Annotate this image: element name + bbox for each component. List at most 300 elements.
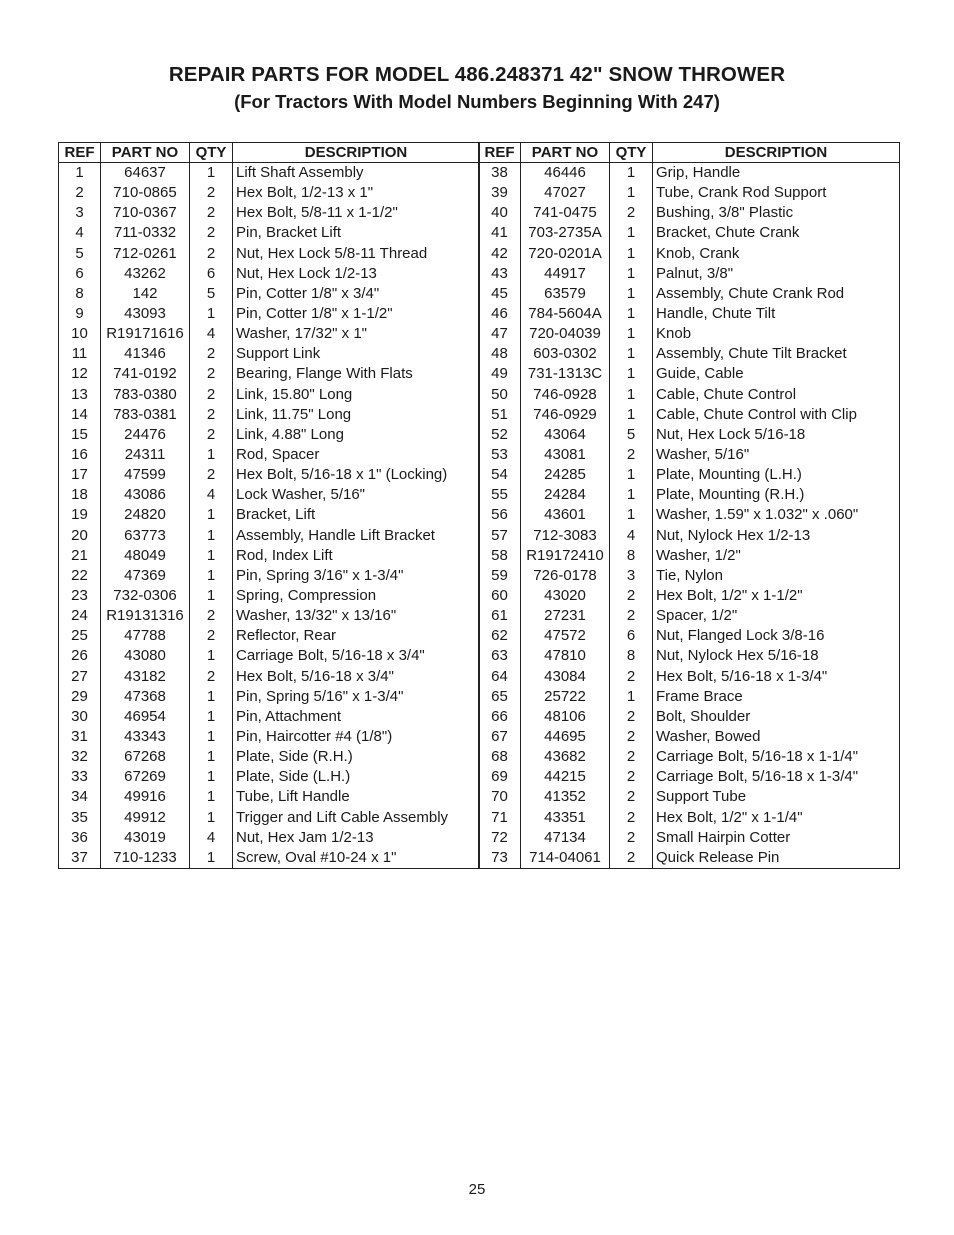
table-row	[59, 284, 480, 304]
cell-description: Bearing, Flange With Flats	[233, 364, 480, 384]
cell-part-no: 720-0201A	[521, 244, 610, 264]
cell-ref: 68	[479, 747, 521, 767]
table-row	[59, 808, 480, 828]
cell-part-no: 24820	[101, 505, 190, 525]
table-row	[479, 828, 900, 848]
cell-qty: 2	[190, 667, 233, 687]
cell-qty: 4	[190, 324, 233, 344]
cell-qty: 2	[190, 364, 233, 384]
cell-part-no: 43093	[101, 304, 190, 324]
cell-qty: 2	[190, 425, 233, 445]
cell-description: Nut, Hex Jam 1/2-13	[233, 828, 480, 848]
cell-ref: 12	[59, 364, 101, 384]
cell-description: Knob, Crank	[653, 244, 900, 264]
cell-qty: 1	[190, 848, 233, 869]
cell-description: Reflector, Rear	[233, 626, 480, 646]
cell-qty: 2	[610, 586, 653, 606]
table-row	[59, 687, 480, 707]
table-row	[59, 546, 480, 566]
page-number: 25	[468, 1181, 486, 1198]
cell-description: Bushing, 3/8" Plastic	[653, 203, 900, 223]
cell-ref: 18	[59, 485, 101, 505]
table-row	[479, 546, 900, 566]
cell-description: Frame Brace	[653, 687, 900, 707]
cell-qty: 1	[610, 485, 653, 505]
cell-qty: 2	[190, 405, 233, 425]
cell-ref: 30	[59, 707, 101, 727]
cell-ref: 22	[59, 566, 101, 586]
cell-ref: 51	[479, 405, 521, 425]
cell-qty: 1	[610, 364, 653, 384]
cell-ref: 65	[479, 687, 521, 707]
header-ref: REF	[59, 143, 101, 163]
cell-part-no: 714-04061	[521, 848, 610, 869]
table-row	[59, 747, 480, 767]
cell-ref: 24	[59, 606, 101, 626]
cell-part-no: 43020	[521, 586, 610, 606]
cell-qty: 4	[190, 828, 233, 848]
cell-description: Link, 15.80" Long	[233, 385, 480, 405]
cell-part-no: 24285	[521, 465, 610, 485]
cell-ref: 13	[59, 385, 101, 405]
table-row	[479, 687, 900, 707]
cell-qty: 8	[610, 646, 653, 666]
cell-description: Pin, Bracket Lift	[233, 223, 480, 243]
table-row	[479, 808, 900, 828]
cell-qty: 6	[190, 264, 233, 284]
cell-ref: 71	[479, 808, 521, 828]
cell-part-no: 43682	[521, 747, 610, 767]
cell-ref: 60	[479, 586, 521, 606]
cell-qty: 2	[190, 606, 233, 626]
cell-description: Pin, Haircotter #4 (1/8")	[233, 727, 480, 747]
table-row	[59, 183, 480, 203]
cell-qty: 1	[610, 264, 653, 284]
table-row	[59, 344, 480, 364]
cell-part-no: 712-0261	[101, 244, 190, 264]
cell-part-no: 47599	[101, 465, 190, 485]
cell-ref: 29	[59, 687, 101, 707]
cell-ref: 69	[479, 767, 521, 787]
cell-part-no: 43081	[521, 445, 610, 465]
cell-description: Knob	[653, 324, 900, 344]
table-row	[59, 767, 480, 787]
cell-ref: 40	[479, 203, 521, 223]
cell-ref: 15	[59, 425, 101, 445]
cell-part-no: 44215	[521, 767, 610, 787]
cell-ref: 53	[479, 445, 521, 465]
cell-ref: 27	[59, 667, 101, 687]
cell-qty: 1	[610, 284, 653, 304]
cell-ref: 23	[59, 586, 101, 606]
cell-description: Lift Shaft Assembly	[233, 163, 480, 184]
cell-part-no: 48049	[101, 546, 190, 566]
cell-ref: 9	[59, 304, 101, 324]
cell-part-no: 712-3083	[521, 526, 610, 546]
cell-part-no: 47368	[101, 687, 190, 707]
cell-part-no: 783-0381	[101, 405, 190, 425]
cell-qty: 1	[190, 304, 233, 324]
table-row	[479, 586, 900, 606]
table-header-row	[59, 143, 480, 163]
cell-part-no: 44917	[521, 264, 610, 284]
cell-qty: 1	[190, 566, 233, 586]
cell-ref: 55	[479, 485, 521, 505]
table-row	[59, 848, 480, 869]
cell-description: Rod, Spacer	[233, 445, 480, 465]
table-row	[59, 485, 480, 505]
cell-description: Plate, Mounting (R.H.)	[653, 485, 900, 505]
cell-part-no: 47572	[521, 626, 610, 646]
table-row	[479, 646, 900, 666]
table-row	[479, 787, 900, 807]
page-subtitle: (For Tractors With Model Numbers Beginning With 247)	[234, 91, 720, 112]
table-row	[479, 244, 900, 264]
cell-ref: 70	[479, 787, 521, 807]
cell-description: Support Tube	[653, 787, 900, 807]
cell-description: Bolt, Shoulder	[653, 707, 900, 727]
cell-part-no: 25722	[521, 687, 610, 707]
cell-qty: 1	[610, 385, 653, 405]
table-row	[59, 606, 480, 626]
cell-qty: 1	[190, 546, 233, 566]
cell-part-no: 44695	[521, 727, 610, 747]
cell-ref: 72	[479, 828, 521, 848]
table-row	[479, 626, 900, 646]
cell-part-no: 49916	[101, 787, 190, 807]
table-row	[59, 405, 480, 425]
cell-description: Nut, Hex Lock 1/2-13	[233, 264, 480, 284]
cell-description: Tie, Nylon	[653, 566, 900, 586]
table-row	[479, 707, 900, 727]
cell-description: Handle, Chute Tilt	[653, 304, 900, 324]
table-row	[59, 304, 480, 324]
cell-description: Nut, Flanged Lock 3/8-16	[653, 626, 900, 646]
table-row	[59, 727, 480, 747]
table-row	[59, 163, 480, 184]
cell-part-no: 24311	[101, 445, 190, 465]
cell-part-no: R19131316	[101, 606, 190, 626]
cell-ref: 38	[479, 163, 521, 184]
cell-qty: 6	[610, 626, 653, 646]
cell-description: Spacer, 1/2"	[653, 606, 900, 626]
cell-qty: 2	[190, 385, 233, 405]
cell-part-no: 741-0192	[101, 364, 190, 384]
cell-ref: 46	[479, 304, 521, 324]
cell-qty: 1	[610, 405, 653, 425]
cell-qty: 1	[610, 223, 653, 243]
table-row	[479, 767, 900, 787]
table-row	[479, 747, 900, 767]
cell-qty: 2	[190, 344, 233, 364]
cell-part-no: 746-0929	[521, 405, 610, 425]
cell-qty: 1	[190, 808, 233, 828]
table-row	[59, 465, 480, 485]
cell-ref: 10	[59, 324, 101, 344]
cell-part-no: 703-2735A	[521, 223, 610, 243]
cell-qty: 1	[610, 183, 653, 203]
cell-part-no: 48106	[521, 707, 610, 727]
cell-part-no: 784-5604A	[521, 304, 610, 324]
cell-description: Tube, Lift Handle	[233, 787, 480, 807]
cell-description: Bracket, Lift	[233, 505, 480, 525]
cell-description: Nut, Hex Lock 5/16-18	[653, 425, 900, 445]
cell-qty: 1	[190, 646, 233, 666]
cell-ref: 34	[59, 787, 101, 807]
table-row	[59, 264, 480, 284]
cell-ref: 43	[479, 264, 521, 284]
cell-ref: 3	[59, 203, 101, 223]
cell-ref: 20	[59, 526, 101, 546]
parts-table-left-body	[59, 163, 480, 869]
header-part-no: PART NO	[521, 143, 610, 163]
cell-qty: 2	[610, 727, 653, 747]
cell-part-no: 47027	[521, 183, 610, 203]
header-qty: QTY	[610, 143, 653, 163]
cell-ref: 35	[59, 808, 101, 828]
cell-part-no: 47134	[521, 828, 610, 848]
cell-description: Washer, 5/16"	[653, 445, 900, 465]
table-row	[479, 526, 900, 546]
cell-part-no: 710-1233	[101, 848, 190, 869]
cell-qty: 5	[610, 425, 653, 445]
cell-part-no: 47810	[521, 646, 610, 666]
cell-ref: 50	[479, 385, 521, 405]
table-row	[479, 848, 900, 869]
cell-ref: 2	[59, 183, 101, 203]
table-row	[59, 385, 480, 405]
cell-description: Screw, Oval #10-24 x 1"	[233, 848, 480, 869]
cell-description: Plate, Side (L.H.)	[233, 767, 480, 787]
table-row	[479, 284, 900, 304]
cell-description: Hex Bolt, 5/16-18 x 1-3/4"	[653, 667, 900, 687]
cell-description: Nut, Nylock Hex 5/16-18	[653, 646, 900, 666]
cell-ref: 32	[59, 747, 101, 767]
cell-qty: 1	[190, 526, 233, 546]
table-row	[59, 566, 480, 586]
cell-ref: 58	[479, 546, 521, 566]
cell-ref: 45	[479, 284, 521, 304]
table-row	[59, 223, 480, 243]
cell-part-no: 63773	[101, 526, 190, 546]
table-row	[479, 727, 900, 747]
cell-part-no: 43084	[521, 667, 610, 687]
cell-ref: 39	[479, 183, 521, 203]
cell-part-no: 726-0178	[521, 566, 610, 586]
cell-description: Pin, Cotter 1/8" x 1-1/2"	[233, 304, 480, 324]
cell-qty: 2	[610, 828, 653, 848]
cell-part-no: 746-0928	[521, 385, 610, 405]
cell-description: Grip, Handle	[653, 163, 900, 184]
cell-qty: 2	[610, 747, 653, 767]
table-row	[479, 163, 900, 184]
table-row	[479, 485, 900, 505]
cell-qty: 1	[610, 687, 653, 707]
table-row	[479, 505, 900, 525]
cell-qty: 3	[610, 566, 653, 586]
cell-part-no: 142	[101, 284, 190, 304]
cell-description: Carriage Bolt, 5/16-18 x 1-1/4"	[653, 747, 900, 767]
cell-part-no: 43351	[521, 808, 610, 828]
cell-part-no: 49912	[101, 808, 190, 828]
cell-description: Assembly, Handle Lift Bracket	[233, 526, 480, 546]
cell-part-no: R19172410	[521, 546, 610, 566]
table-row	[479, 304, 900, 324]
table-row	[59, 526, 480, 546]
parts-table-left	[58, 142, 480, 869]
cell-part-no: R19171616	[101, 324, 190, 344]
cell-description: Washer, 13/32" x 13/16"	[233, 606, 480, 626]
table-row	[59, 586, 480, 606]
cell-part-no: 46954	[101, 707, 190, 727]
cell-ref: 59	[479, 566, 521, 586]
cell-qty: 5	[190, 284, 233, 304]
cell-part-no: 41352	[521, 787, 610, 807]
cell-description: Link, 4.88" Long	[233, 425, 480, 445]
cell-part-no: 46446	[521, 163, 610, 184]
cell-description: Hex Bolt, 5/16-18 x 3/4"	[233, 667, 480, 687]
parts-table-right	[478, 142, 900, 869]
cell-ref: 31	[59, 727, 101, 747]
cell-qty: 2	[190, 183, 233, 203]
cell-ref: 47	[479, 324, 521, 344]
cell-part-no: 43182	[101, 667, 190, 687]
cell-description: Trigger and Lift Cable Assembly	[233, 808, 480, 828]
cell-ref: 56	[479, 505, 521, 525]
cell-description: Washer, 1.59" x 1.032" x .060"	[653, 505, 900, 525]
cell-description: Palnut, 3/8"	[653, 264, 900, 284]
cell-description: Carriage Bolt, 5/16-18 x 1-3/4"	[653, 767, 900, 787]
cell-qty: 2	[610, 787, 653, 807]
cell-ref: 17	[59, 465, 101, 485]
table-row	[479, 566, 900, 586]
cell-qty: 1	[190, 727, 233, 747]
cell-description: Assembly, Chute Tilt Bracket	[653, 344, 900, 364]
cell-qty: 2	[190, 223, 233, 243]
cell-ref: 4	[59, 223, 101, 243]
cell-qty: 1	[190, 445, 233, 465]
page-title: REPAIR PARTS FOR MODEL 486.248371 42" SNOW THROWER	[168, 63, 786, 86]
table-row	[479, 344, 900, 364]
cell-ref: 54	[479, 465, 521, 485]
cell-part-no: 47788	[101, 626, 190, 646]
cell-qty: 2	[610, 606, 653, 626]
cell-ref: 36	[59, 828, 101, 848]
cell-qty: 2	[610, 445, 653, 465]
cell-description: Pin, Cotter 1/8" x 3/4"	[233, 284, 480, 304]
cell-description: Cable, Chute Control	[653, 385, 900, 405]
table-row	[479, 223, 900, 243]
table-row	[479, 183, 900, 203]
cell-ref: 73	[479, 848, 521, 869]
cell-ref: 57	[479, 526, 521, 546]
table-row	[479, 264, 900, 284]
cell-part-no: 783-0380	[101, 385, 190, 405]
header-ref: REF	[479, 143, 521, 163]
cell-description: Tube, Crank Rod Support	[653, 183, 900, 203]
cell-part-no: 67268	[101, 747, 190, 767]
table-row	[59, 364, 480, 384]
cell-ref: 63	[479, 646, 521, 666]
cell-qty: 2	[610, 707, 653, 727]
cell-description: Pin, Spring 5/16" x 1-3/4"	[233, 687, 480, 707]
cell-ref: 21	[59, 546, 101, 566]
cell-qty: 2	[610, 808, 653, 828]
cell-description: Guide, Cable	[653, 364, 900, 384]
cell-part-no: 64637	[101, 163, 190, 184]
table-row	[479, 203, 900, 223]
cell-part-no: 43086	[101, 485, 190, 505]
cell-ref: 64	[479, 667, 521, 687]
cell-ref: 14	[59, 405, 101, 425]
cell-part-no: 63579	[521, 284, 610, 304]
cell-ref: 5	[59, 244, 101, 264]
table-row	[479, 385, 900, 405]
cell-qty: 2	[610, 203, 653, 223]
cell-ref: 52	[479, 425, 521, 445]
cell-qty: 4	[610, 526, 653, 546]
table-row	[59, 646, 480, 666]
table-row	[479, 324, 900, 344]
cell-qty: 2	[610, 767, 653, 787]
cell-ref: 41	[479, 223, 521, 243]
table-row	[59, 787, 480, 807]
cell-description: Link, 11.75" Long	[233, 405, 480, 425]
cell-description: Small Hairpin Cotter	[653, 828, 900, 848]
cell-description: Nut, Nylock Hex 1/2-13	[653, 526, 900, 546]
cell-part-no: 43019	[101, 828, 190, 848]
cell-part-no: 43262	[101, 264, 190, 284]
cell-description: Pin, Spring 3/16" x 1-3/4"	[233, 566, 480, 586]
table-header-row	[479, 143, 900, 163]
cell-part-no: 47369	[101, 566, 190, 586]
cell-qty: 1	[190, 586, 233, 606]
table-row	[479, 606, 900, 626]
cell-qty: 1	[190, 747, 233, 767]
cell-ref: 48	[479, 344, 521, 364]
cell-description: Spring, Compression	[233, 586, 480, 606]
cell-description: Hex Bolt, 5/8-11 x 1-1/2"	[233, 203, 480, 223]
cell-description: Hex Bolt, 1/2-13 x 1"	[233, 183, 480, 203]
cell-description: Washer, 17/32" x 1"	[233, 324, 480, 344]
table-row	[479, 445, 900, 465]
cell-part-no: 710-0865	[101, 183, 190, 203]
cell-description: Nut, Hex Lock 5/8-11 Thread	[233, 244, 480, 264]
table-row	[479, 465, 900, 485]
cell-ref: 37	[59, 848, 101, 869]
table-row	[59, 828, 480, 848]
cell-ref: 26	[59, 646, 101, 666]
cell-qty: 4	[190, 485, 233, 505]
table-row	[59, 707, 480, 727]
cell-qty: 2	[610, 848, 653, 869]
cell-qty: 1	[610, 163, 653, 184]
cell-qty: 1	[610, 505, 653, 525]
header-description: DESCRIPTION	[653, 143, 900, 163]
cell-part-no: 24476	[101, 425, 190, 445]
header-description: DESCRIPTION	[233, 143, 480, 163]
cell-part-no: 731-1313C	[521, 364, 610, 384]
cell-qty: 1	[190, 707, 233, 727]
cell-ref: 42	[479, 244, 521, 264]
cell-ref: 16	[59, 445, 101, 465]
parts-table-right-body	[479, 163, 900, 869]
table-row	[59, 425, 480, 445]
cell-description: Carriage Bolt, 5/16-18 x 3/4"	[233, 646, 480, 666]
cell-description: Bracket, Chute Crank	[653, 223, 900, 243]
cell-part-no: 741-0475	[521, 203, 610, 223]
cell-description: Lock Washer, 5/16"	[233, 485, 480, 505]
